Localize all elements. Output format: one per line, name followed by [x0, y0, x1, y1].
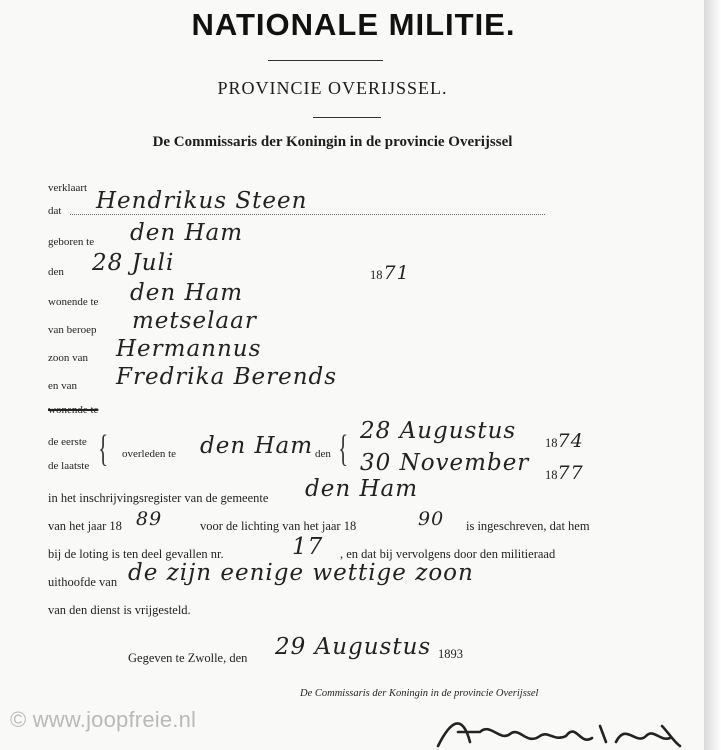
- gegeven-date: 29 Augustus: [275, 634, 432, 660]
- register-line: in het inschrijvingsregister van de gemeente: [48, 491, 269, 505]
- geboren-label: geboren te: [48, 236, 95, 248]
- zoon-label: zoon van: [48, 352, 89, 364]
- death-den-label: den: [315, 448, 331, 460]
- vervolgens-text: , en dat bij vervolgens door den militieraad: [340, 547, 556, 561]
- vrijgesteld-text: van den dienst is vrijgesteld.: [48, 603, 191, 617]
- commissaris-heading: De Commissaris der Koningin in de provincie Overijssel: [152, 134, 513, 150]
- uithoofde-label: uithoofde van: [48, 575, 118, 589]
- province-heading: PROVINCIE OVERIJSSEL.: [217, 78, 448, 98]
- beroep-label: van beroep: [48, 324, 97, 336]
- loting-value: 17: [292, 534, 324, 560]
- en-van-label: en van: [48, 380, 78, 392]
- den-value: 28 Juli: [92, 250, 175, 276]
- province-rule: [313, 117, 381, 118]
- laatste-label: de laatste: [48, 460, 90, 472]
- den-label: den: [48, 266, 64, 278]
- verklaart-label: verklaart: [48, 182, 88, 194]
- death-date-2: 30 November: [360, 450, 530, 476]
- watermark: © www.joopfreie.nl: [10, 707, 197, 732]
- zoon-value: Hermannus: [116, 336, 262, 362]
- signature-caption: De Commissaris der Koningin in de provincie Overijssel: [300, 688, 539, 699]
- document-title: NATIONALE MILITIE.: [191, 7, 516, 42]
- gemeente-value: den Ham: [305, 476, 419, 502]
- wonende-value: den Ham: [130, 280, 244, 306]
- geboren-value: den Ham: [130, 220, 244, 246]
- handwritten-signature: [430, 702, 690, 750]
- beroep-value: metselaar: [132, 308, 257, 334]
- wonende-label: wonende te: [48, 296, 99, 308]
- ingeschreven-text: is ingeschreven, dat hem: [466, 519, 590, 533]
- overleden-label: overleden te: [122, 448, 177, 460]
- dat-value: Hendrikus Steen: [96, 188, 308, 214]
- dat-label: dat: [48, 205, 62, 217]
- death-place: den Ham: [200, 433, 314, 459]
- death-year-1: 1874: [545, 430, 584, 452]
- gegeven-year: 1893: [438, 647, 463, 661]
- left-brace: {: [98, 428, 109, 470]
- page-edge: [704, 0, 721, 750]
- lichting-value: 90: [418, 508, 445, 530]
- title-rule: [268, 60, 383, 61]
- lichting-label: voor de lichting van het jaar 18: [200, 519, 357, 533]
- right-brace: {: [338, 428, 349, 470]
- jaar-value: 89: [136, 508, 163, 530]
- uithoofde-value: de zijn eenige wettige zoon: [128, 560, 474, 586]
- birth-year: 1871: [370, 262, 410, 284]
- eerste-label: de eerste: [48, 436, 87, 448]
- death-date-1: 28 Augustus: [360, 418, 517, 444]
- jaar-label: van het jaar 18: [48, 519, 122, 533]
- wonende-struck-label: wonende te: [48, 404, 99, 416]
- en-van-value: Fredrika Berends: [116, 364, 338, 390]
- loting-label: bij de loting is ten deel gevallen nr.: [48, 547, 224, 561]
- gegeven-label: Gegeven te Zwolle, den: [128, 651, 248, 665]
- dat-line: [70, 214, 545, 215]
- death-year-2: 1877: [545, 462, 584, 484]
